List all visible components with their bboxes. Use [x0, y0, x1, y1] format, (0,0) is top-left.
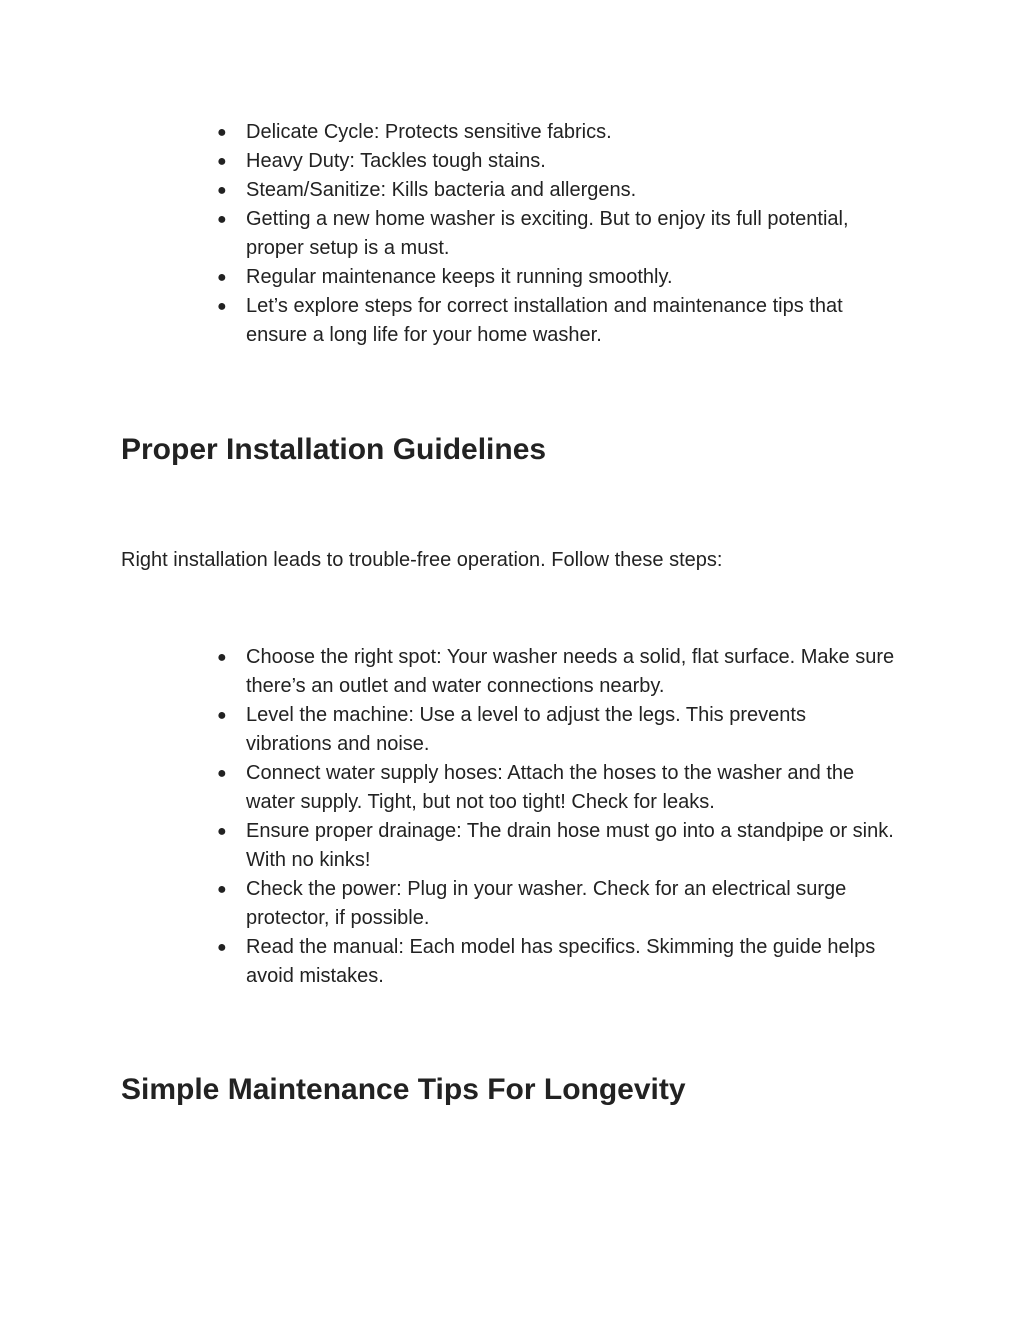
list-item: [217, 263, 896, 292]
list-item-text: Check the power: Plug in your washer. Check for an electrical surge protector, if possible.: [246, 878, 847, 929]
bullet-icon: ●: [217, 269, 227, 286]
list-item: [217, 817, 896, 875]
list-item: [217, 118, 896, 147]
bullet-icon: ●: [217, 939, 227, 956]
list-item-text: Getting a new home washer is exciting. But to enjoy its full potential, proper setup is a must.: [246, 208, 849, 259]
bullet-icon: ●: [217, 881, 227, 898]
list-item-text: Choose the right spot: Your washer needs a solid, flat surface. Make sure there’s an outlet and water connections nearby.: [246, 646, 895, 697]
list-item: [217, 205, 896, 263]
list-item-text: Read the manual: Each model has specifics. Skimming the guide helps avoid mistakes.: [246, 936, 876, 987]
list-item: [217, 643, 896, 701]
list-item: [217, 875, 896, 933]
list-item: [217, 701, 896, 759]
list-item-text: Heavy Duty: Tackles tough stains.: [246, 150, 546, 172]
installation-intro-text: Right installation leads to trouble-free operation. Follow these steps:: [121, 549, 723, 571]
list-item-text: Delicate Cycle: Protects sensitive fabrics.: [246, 121, 612, 143]
bullet-icon: ●: [217, 153, 227, 170]
section-heading-installation: Proper Installation Guidelines: [121, 433, 547, 466]
list-item: [217, 933, 896, 991]
list-item-text: Steam/Sanitize: Kills bacteria and allergens.: [246, 179, 637, 201]
bullet-icon: ●: [217, 823, 227, 840]
bullet-icon: ●: [217, 182, 227, 199]
section-heading-maintenance: Simple Maintenance Tips For Longevity: [121, 1073, 686, 1106]
bullet-icon: ●: [217, 649, 227, 666]
list-item-text: Level the machine: Use a level to adjust the legs. This prevents vibrations and noise.: [246, 704, 806, 755]
list-item-text: Ensure proper drainage: The drain hose must go into a standpipe or sink. With no kinks!: [246, 820, 894, 871]
list-item: [217, 759, 896, 817]
list-item-text: Let’s explore steps for correct installation and maintenance tips that ensure a long life for your home washer.: [246, 295, 843, 346]
bullet-icon: ●: [217, 124, 227, 141]
bullet-icon: ●: [217, 765, 227, 782]
feature-bullet-list: [217, 118, 896, 350]
bullet-icon: ●: [217, 298, 227, 315]
list-item: [217, 292, 896, 350]
list-item: [217, 147, 896, 176]
list-item-text: Regular maintenance keeps it running smoothly.: [246, 266, 673, 288]
bullet-icon: ●: [217, 707, 227, 724]
list-item: [217, 176, 896, 205]
installation-steps-list: [217, 643, 896, 991]
bullet-icon: ●: [217, 211, 227, 228]
list-item-text: Connect water supply hoses: Attach the hoses to the washer and the water supply. Tight, but not too tight! Check for leaks.: [246, 762, 855, 813]
